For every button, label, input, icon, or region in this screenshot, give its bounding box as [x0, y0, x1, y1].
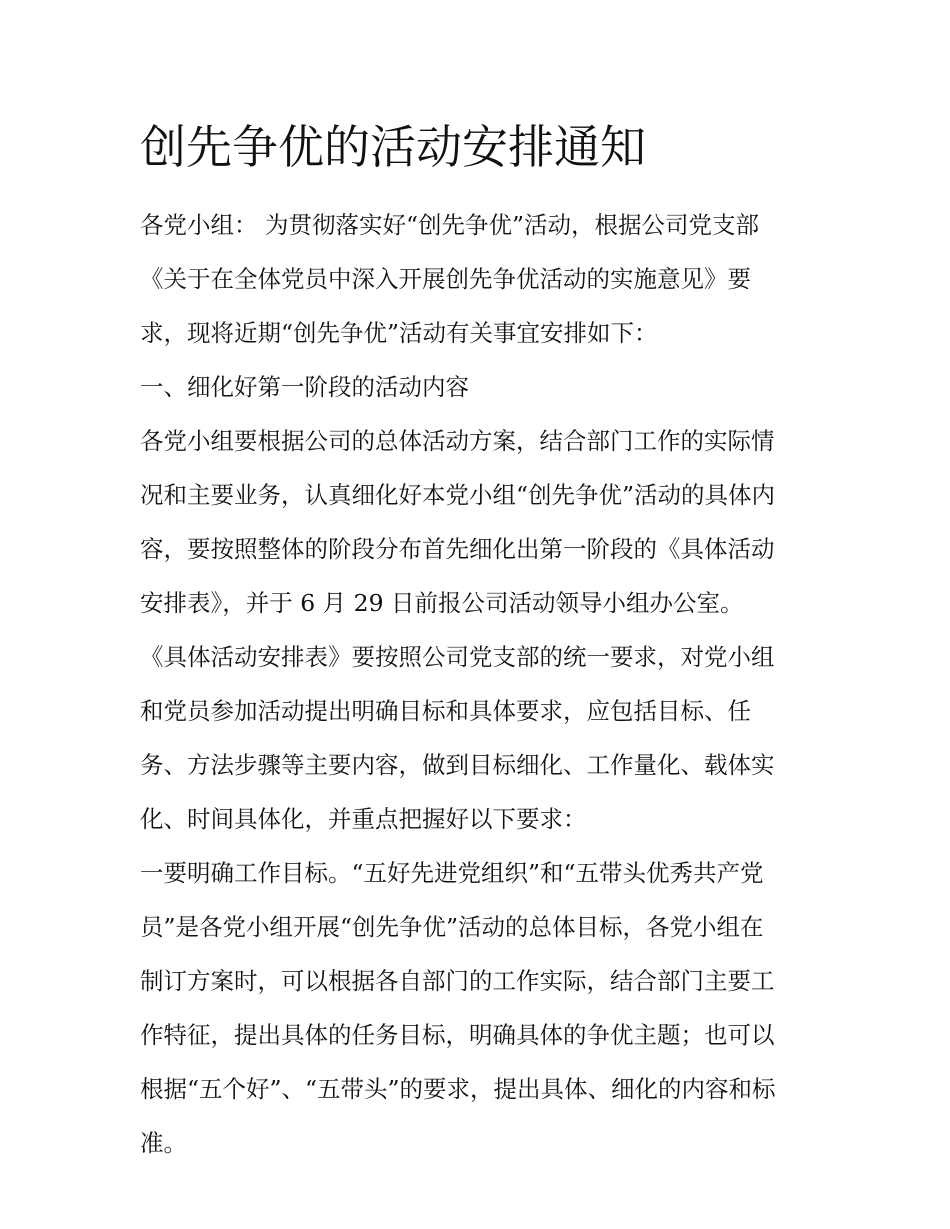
paragraph-line: 《关于在全体党员中深入开展创先争优活动的实施意见》要 — [140, 265, 751, 293]
paragraph-line: 化、时间具体化，并重点把握好以下要求： — [140, 805, 587, 833]
paragraph-line: 况和主要业务，认真细化好本党小组“创先争优”活动的具体内 — [140, 481, 776, 509]
paragraph-line: 作特征，提出具体的任务目标，明确具体的争优主题；也可以 — [140, 1021, 775, 1049]
paragraph-line: 各党小组： 为贯彻落实好“创先争优”活动，根据公司党支部 — [140, 211, 759, 239]
paragraph-line: 求，现将近期“创先争优”活动有关事宜安排如下： — [140, 319, 658, 347]
paragraph-line: 准。 — [140, 1129, 187, 1157]
paragraph-line: 制订方案时，可以根据各自部门的工作实际，结合部门主要工 — [140, 967, 775, 995]
paragraph-line: 务、方法步骤等主要内容，做到目标细化、工作量化、载体实 — [140, 751, 775, 779]
paragraph-line: 根据“五个好”、“五带头”的要求，提出具体、细化的内容和标 — [140, 1075, 776, 1103]
document-body — [140, 198, 816, 1170]
paragraph-line: 员”是各党小组开展“创先争优”活动的总体目标，各党小组在 — [140, 913, 764, 941]
paragraph-line: 安排表》，并于 6 月 29 日前报公司活动领导小组办公室。 — [140, 589, 744, 617]
document-content — [140, 112, 816, 1170]
document-title: 创先争优的活动安排通知 — [140, 120, 646, 174]
paragraph-line: 和党员参加活动提出明确目标和具体要求，应包括目标、任 — [140, 697, 751, 725]
paragraph-line: 《具体活动安排表》要按照公司党支部的统一要求，对党小组 — [140, 643, 775, 671]
section-heading: 一、细化好第一阶段的活动内容 — [140, 373, 469, 401]
paragraph-line: 一要明确工作目标。“五好先进党组织”和“五带头优秀共产党 — [140, 859, 764, 887]
paragraph-line: 各党小组要根据公司的总体活动方案，结合部门工作的实际情 — [140, 427, 775, 455]
paragraph-line: 容，要按照整体的阶段分布首先细化出第一阶段的《具体活动 — [140, 535, 775, 563]
